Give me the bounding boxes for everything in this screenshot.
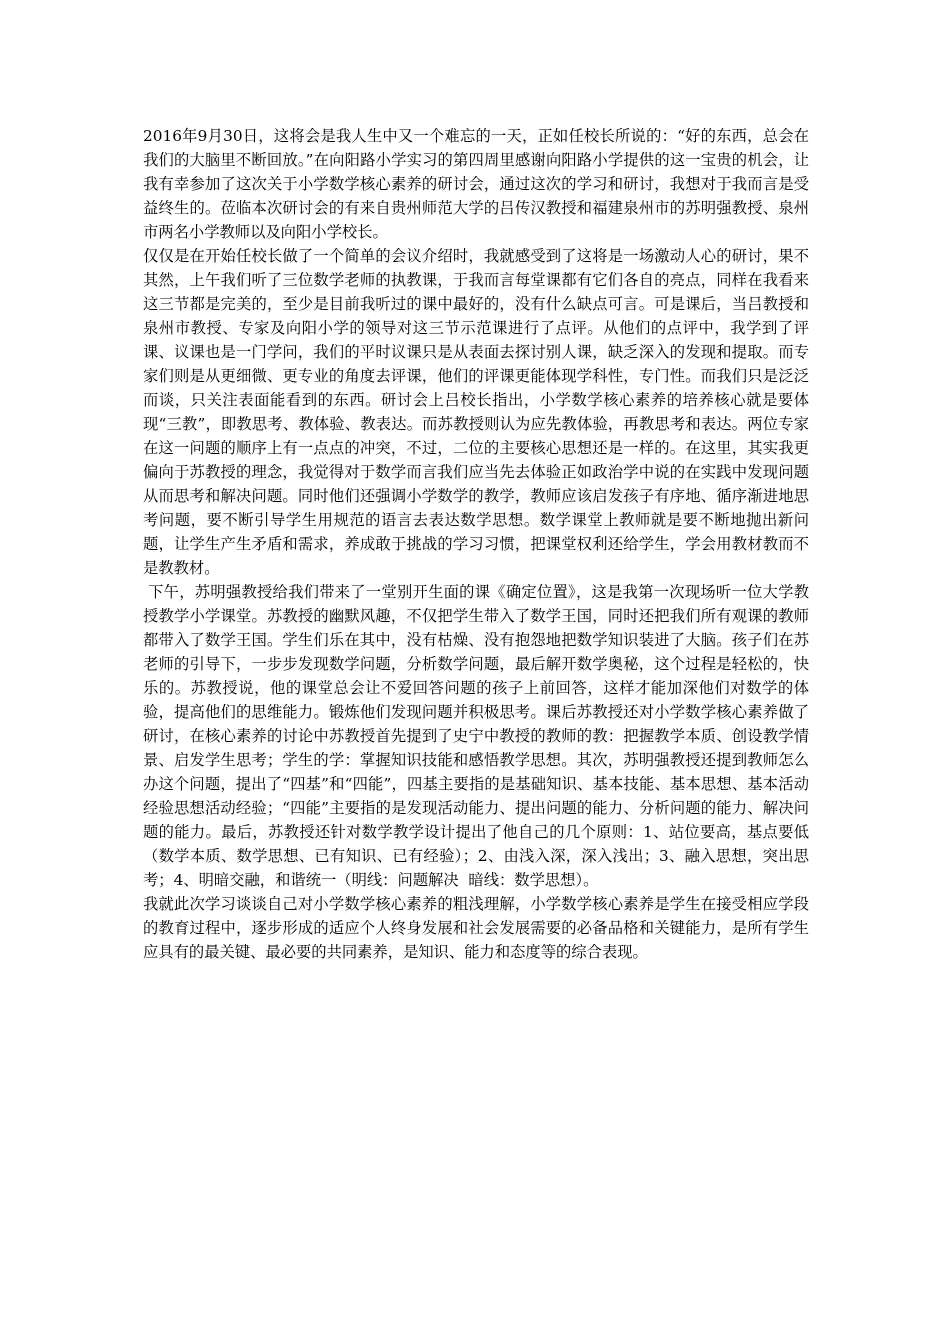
paragraph-conclusion: 我就此次学习谈谈自己对小学数学核心素养的粗浅理解，小学数学核心素养是学生在接受相应学段的教育过程中，逐步形成的适应个人终身发展和社会发展需要的必备品格和关键能力，是所有学生应具有的最关键、最必要的共同素养，是知识、能力和态度等的综合表现。 [143, 895, 809, 961]
paragraph-afternoon-lesson: 下午，苏明强教授给我们带来了一堂别开生面的课《确定位置》，这是我第一次现场听一位大学教授教学小学课堂。苏教授的幽默风趣，不仅把学生带入了数学王国，同时还把我们所有观课的教师都带入了数学王国。学生们乐在其中，没有枯燥、没有抱怨地把数学知识装进了大脑。孩子们在苏老师的引导下，一步步发现数学问题，分析数学问题，最后解开数学奥秘，这个过程是轻松的，快乐的。苏教授说，他的课堂总会让不爱回答问题的孩子上前回答，这样才能加深他们对数学的体验，提高他们的思维能力。锻炼他们发现问题并积极思考。课后苏教授还对小学数学核心素养做了研讨，在核心素养的讨论中苏教授首先提到了史宁中教授的教师的教：把握教学本质、创设教学情景、启发学生思考；学生的学：掌握知识技能和感悟教学思想。其次，苏明强教授还提到教师怎么办这个问题，提出了“四基”和“四能”，四基主要指的是基础知识、基本技能、基本思想、基本活动经验思想活动经验；“四能”主要指的是发现活动能力、提出问题的能力、分析问题的能力、解决问题的能力。最后，苏教授还针对数学教学设计提出了他自己的几个原则：1、站位要高，基点要低（数学本质、数学思想、已有知识、已有经验）；2、由浅入深，深入浅出；3、融入思想，突出思考；4、明暗交融，和谐统一（明线：问题解决 暗线：数学思想）。 [143, 583, 809, 889]
document-body [143, 124, 809, 964]
paragraph-intro: 2016年9月30日，这将会是我人生中又一个难忘的一天，正如任校长所说的：“好的东西，总会在我们的大脑里不断回放。”在向阳路小学实习的第四周里感谢向阳路小学提供的这一宝贵的机会，让我有幸参加了这次关于小学数学核心素养的研讨会，通过这次的学习和研讨，我想对于我而言是受益终生的。莅临本次研讨会的有来自贵州师范大学的吕传汉教授和福建泉州市的苏明强教授、泉州市两名小学教师以及向阳小学校长。 [143, 127, 809, 241]
paragraph-morning-review: 仅仅是在开始任校长做了一个简单的会议介绍时，我就感受到了这将是一场激动人心的研讨，果不其然，上午我们听了三位数学老师的执教课，于我而言每堂课都有它们各自的亮点，同样在我看来这三节都是完美的，至少是目前我听过的课中最好的，没有什么缺点可言。可是课后，当吕教授和泉州市教授、专家及向阳小学的领导对这三节示范课进行了点评。从他们的点评中，我学到了评课、议课也是一门学问，我们的平时议课只是从表面去探讨别人课，缺乏深入的发现和提取。而专家们则是从更细微、更专业的角度去评课，他们的评课更能体现学科性，专门性。而我们只是泛泛而谈，只关注表面能看到的东西。研讨会上吕校长指出，小学数学核心素养的培养核心就是要体现“三教”，即教思考、教体验、教表达。而苏教授则认为应先教体验，再教思考和表达。两位专家在这一问题的顺序上有一点点的冲突，不过，二位的主要核心思想还是一样的。在这里，其实我更偏向于苏教授的理念，我觉得对于数学而言我们应当先去体验正如政治学中说的在实践中发现问题从而思考和解决问题。同时他们还强调小学数学的教学，教师应该启发孩子有序地、循序渐进地思考问题，要不断引导学生用规范的语言去表达数学思想。数学课堂上教师就是要不断地抛出新问题，让学生产生矛盾和需求，养成敢于挑战的学习习惯，把课堂权利还给学生，学会用教材教而不是教教材。 [143, 247, 809, 577]
